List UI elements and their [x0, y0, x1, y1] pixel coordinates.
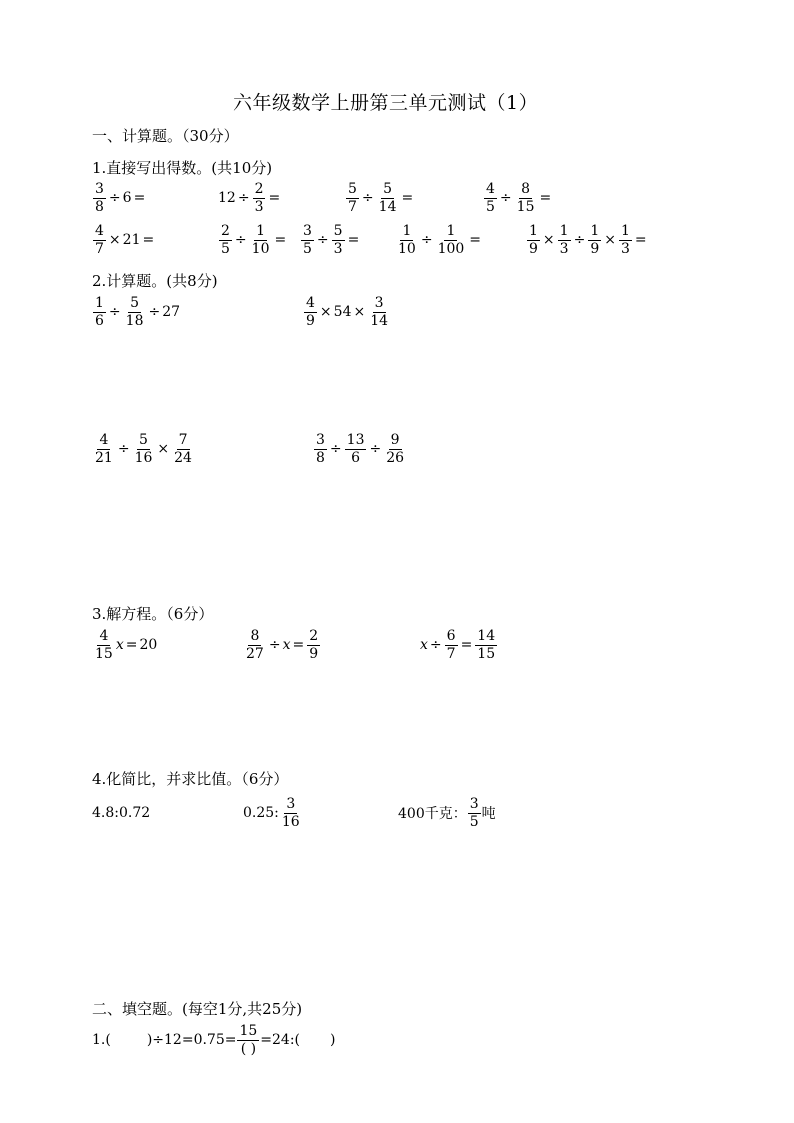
q1-r2-e1: $\frac{4}{7}$ × 21 =	[95, 223, 155, 257]
q3-e3: x ÷ $\frac{6}{7}$ = $\frac{14}{15}$	[420, 628, 496, 662]
answer-blank-1[interactable]	[111, 1030, 147, 1050]
q4-e2: 0.25: $\frac{3}{16}$	[243, 796, 300, 830]
q1-r1-e1: $\frac{3}{8}$ ÷ 6 =	[95, 181, 146, 215]
answer-blank-2[interactable]: ( )	[240, 1040, 257, 1057]
q2-e3: $\frac{4}{21}$ ÷ $\frac{5}{16}$ × $\frac{7}{24}$	[95, 432, 192, 466]
q3-heading: 3.解方程。（6分）	[92, 605, 214, 623]
section2-heading: 二、填空题。(每空1分,共25分)	[92, 1000, 303, 1018]
q2-e2: $\frac{4}{9}$ × 54 × $\frac{3}{14}$	[306, 295, 389, 329]
q2-heading: 2.计算题。(共8分)	[92, 272, 218, 290]
q1-r1-e2: 12 ÷ $\frac{2}{3}$ =	[218, 181, 281, 215]
q2-e4: $\frac{3}{8}$ ÷ $\frac{13}{6}$ ÷ $\frac{9}{26}$	[316, 432, 405, 466]
q1-r2-e5: $\frac{1}{9}$ × $\frac{1}{3}$ ÷ $\frac{1}{9}$ × $\frac{1}{3}$ =	[529, 223, 647, 257]
s2-q1: 1.( )÷12=0.75= $\frac{15}{( )}$ =24:( )	[92, 1023, 336, 1057]
q1-r1-e4: $\frac{4}{5}$ ÷ $\frac{8}{15}$ =	[486, 181, 552, 215]
q4-e3: 400千克： $\frac{3}{5}$ 吨	[398, 796, 496, 830]
q4-heading: 4.化简比，并求比值。（6分）	[92, 770, 289, 788]
q4-e1: 4.8:0.72	[92, 805, 151, 821]
answer-blank-3[interactable]	[300, 1030, 330, 1050]
page-title: 六年级数学上册第三单元测试（1）	[233, 92, 539, 114]
q1-r2-e3: $\frac{3}{5}$ ÷ $\frac{5}{3}$ =	[303, 223, 360, 257]
q1-r2-e4: $\frac{1}{10}$ ÷ $\frac{1}{100}$ =	[398, 223, 482, 257]
q3-e2: $\frac{8}{27}$ ÷ x = $\frac{2}{9}$	[246, 628, 319, 662]
q3-e1: $\frac{4}{15}$ x = 20	[95, 628, 158, 662]
q1-r1-e3: $\frac{5}{7}$ ÷ $\frac{5}{14}$ =	[348, 181, 414, 215]
section1-heading: 一、计算题。（30分）	[92, 127, 239, 145]
q1-heading: 1.直接写出得数。(共10分)	[92, 159, 273, 177]
q2-e1: $\frac{1}{6}$ ÷ $\frac{5}{18}$ ÷ 27	[95, 295, 181, 329]
q1-r2-e2: $\frac{2}{5}$ ÷ $\frac{1}{10}$ =	[221, 223, 287, 257]
